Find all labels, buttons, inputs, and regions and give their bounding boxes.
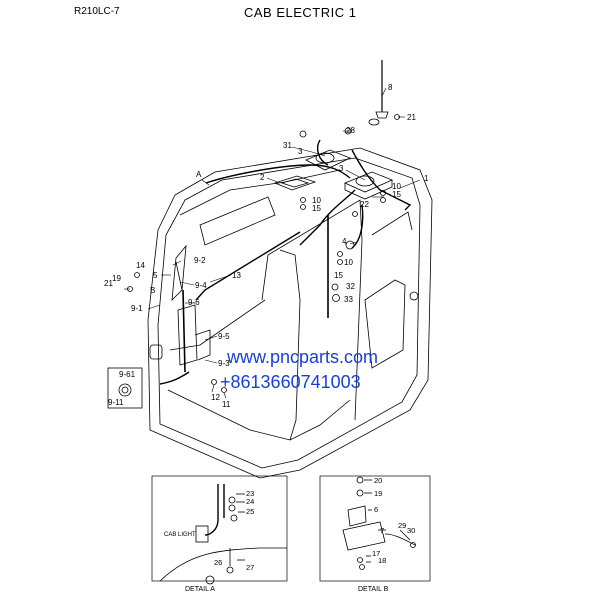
callout: 2 — [260, 173, 265, 182]
callout: 24 — [246, 497, 255, 506]
callout: 9-6 — [188, 298, 200, 307]
callout: 29 — [398, 521, 407, 530]
wiper-motor — [172, 246, 186, 300]
callout: 10 — [392, 182, 401, 191]
callout: 9-11 — [108, 398, 124, 407]
callout: 6 — [374, 505, 379, 514]
callout: 20 — [374, 476, 383, 485]
callout: 10 — [344, 258, 353, 267]
callout: 33 — [344, 295, 353, 304]
callout: 23 — [246, 489, 255, 498]
callout: 9-2 — [194, 256, 206, 265]
watermark-phone: +8613660741003 — [220, 372, 361, 392]
callout: 13 — [232, 271, 241, 280]
detail-a — [152, 476, 287, 593]
callout: 22 — [360, 200, 369, 209]
callout: 9-61 — [119, 370, 136, 379]
cab-light-label: CAB LIGHT — [164, 532, 196, 538]
callout: 9-4 — [195, 281, 207, 290]
callout: 1 — [424, 174, 429, 183]
diagram-title: CAB ELECTRIC 1 — [244, 5, 357, 20]
callout: 25 — [246, 507, 255, 516]
callout: 21 — [407, 113, 416, 122]
callout: 9-1 — [131, 304, 143, 313]
antenna — [369, 60, 388, 125]
callout: 12 — [211, 393, 220, 402]
callout: 7 — [380, 526, 385, 535]
detail-a-caption: DETAIL A — [185, 586, 215, 593]
callout: 14 — [136, 261, 145, 270]
callout: 28 — [346, 126, 355, 135]
callout: 15 — [392, 190, 401, 199]
callout: 15 — [312, 204, 321, 213]
callout: 9-3 — [218, 359, 230, 368]
callout: 3 — [339, 164, 344, 173]
callout: B — [150, 286, 156, 295]
callout: 9-5 — [218, 332, 230, 341]
callout: 18 — [378, 556, 387, 565]
callout: 21 — [104, 279, 113, 288]
callout: 3 — [298, 147, 303, 156]
callout: 8 — [388, 83, 393, 92]
cab-frame — [148, 148, 432, 478]
callout: 17 — [372, 549, 381, 558]
callout: 30 — [407, 526, 416, 535]
detail-b-caption: DETAIL B — [358, 586, 389, 593]
callout: 15 — [334, 271, 343, 280]
callout: 19 — [374, 489, 383, 498]
callout: 19 — [112, 274, 121, 283]
callout: 27 — [246, 563, 255, 572]
detail-b — [320, 476, 430, 593]
callout: 5 — [153, 271, 158, 280]
model-code: R210LC-7 — [74, 6, 120, 17]
callout: 11 — [222, 400, 231, 409]
roof-lamp — [275, 176, 315, 190]
callout: 26 — [214, 558, 223, 567]
callout: 32 — [346, 282, 355, 291]
callout: 31 — [283, 141, 292, 150]
watermark-url: www.pncparts.com — [227, 347, 379, 367]
callout: 10 — [312, 196, 321, 205]
callout: A — [196, 170, 202, 179]
callout: 4 — [342, 237, 347, 246]
